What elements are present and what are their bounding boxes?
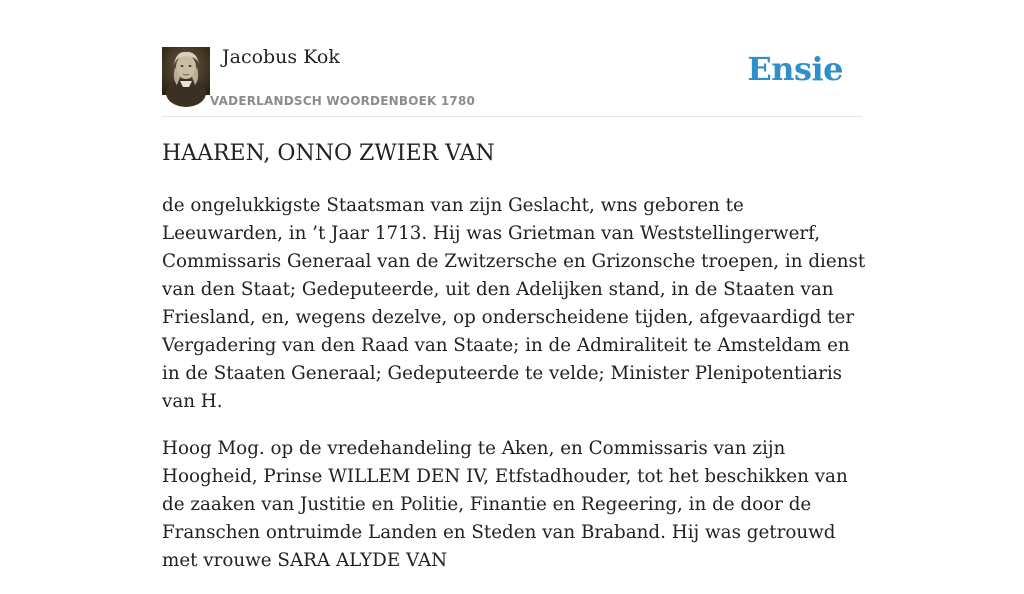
author-avatar[interactable]: [162, 47, 210, 95]
article-title: HAAREN, ONNO ZWIER VAN: [162, 141, 495, 166]
source-label[interactable]: VADERLANDSCH WOORDENBOEK 1780: [210, 94, 476, 108]
article-header: [162, 0, 862, 117]
article-paragraph: de ongelukkigste Staatsman van zijn Geslacht, wns geboren te Leeuwarden, in ’t Jaar 1713. Hij was Grietman van Weststellingerwerf, Commissaris Generaal van de Zwitzersche en Grizonsche troepen, in dienst van den Staat; Gedeputeerde, uit den Adelijken stand, in de Staaten van Friesland, en, wegens dezelve, op onderscheidene tijden, afgevaardigd ter Vergadering van den Raad van Staate; in de Admiraliteit te Amsteldam en in de Staaten Generaal; Gedeputeerde te velde; Minister Plenipotentiaris van H.: [162, 195, 866, 412]
article-paragraph: Hoog Mog. op de vredehandeling te Aken, en Commissaris van zijn Hoogheid, Prinse WILLEM DEN IV, Etfstadhouder, tot het beschikken van de zaaken van Justitie en Politie, Finantie en Regeering, in de door de Franschen ontruimde Landen en Steden van Braband. Hij was getrouwd met vrouwe SARA ALYDE VAN: [162, 438, 848, 571]
article-body: [162, 192, 867, 594]
portrait-icon: [162, 47, 210, 95]
author-name[interactable]: Jacobus Kok: [222, 46, 340, 68]
ensie-logo[interactable]: Ensie: [747, 50, 843, 88]
